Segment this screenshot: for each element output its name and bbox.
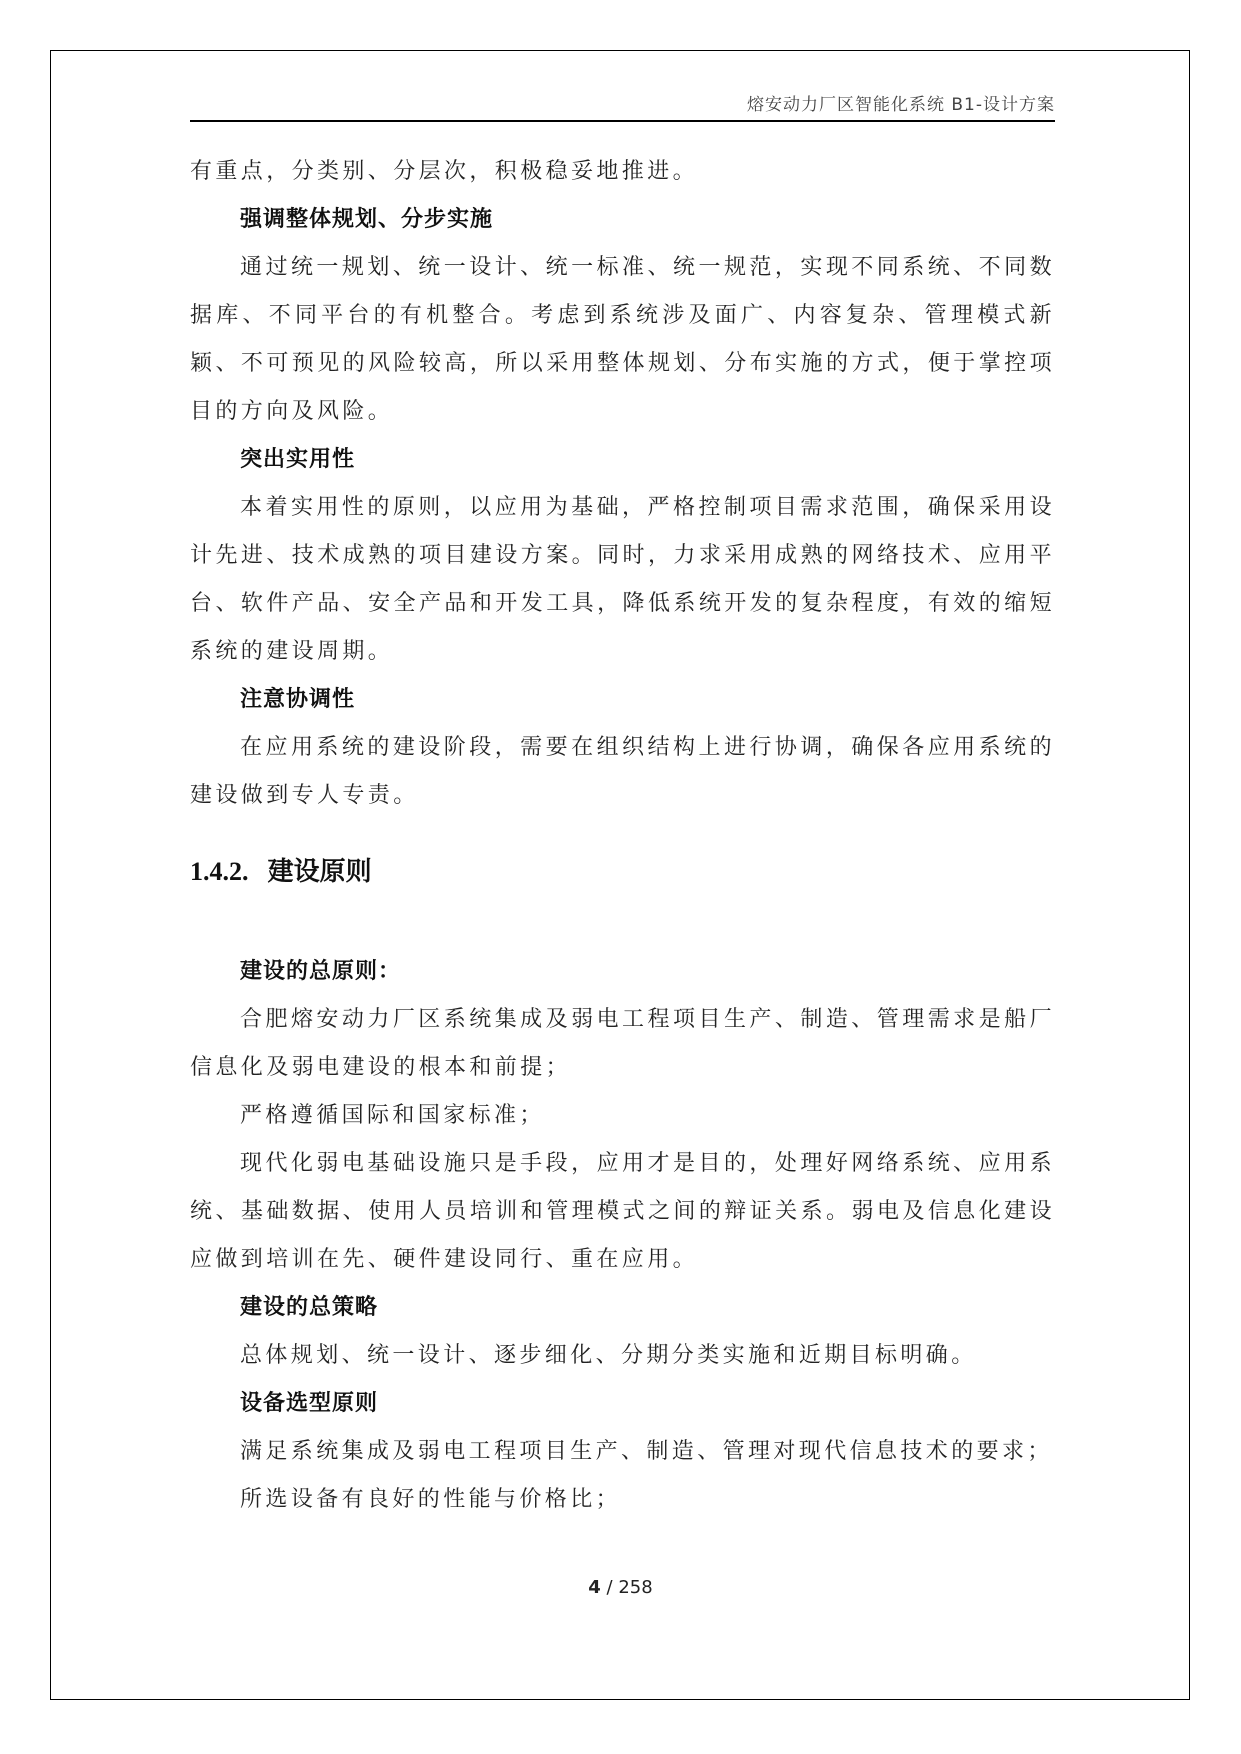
running-header [190,82,1055,122]
page-content [190,148,1055,1524]
paragraph-equipment-1: 满足系统集成及弱电工程项目生产、制造、管理对现代信息技术的要求； [240,1439,1053,1464]
paragraph-overall-planning: 通过统一规划、统一设计、统一标准、统一规范，实现不同系统、不同数据库、不同平台的有机整合。考虑到系统涉及面广、内容复杂、管理模式新颖、不可预见的风险较高，所以采用整体规划、分布实施的方式，便于掌控项目的方向及风险。 [190,255,1055,424]
paragraph-general-principle-1: 合肥熔安动力厂区系统集成及弱电工程项目生产、制造、管理需求是船厂信息化及弱电建设的根本和前提； [190,1007,1055,1080]
section-title: 建设原则 [267,857,372,887]
page-current: 4 [588,1577,601,1598]
page-total: 258 [618,1577,653,1598]
subheading-practicality: 突出实用性 [240,447,356,472]
paragraph-general-principle-3: 现代化弱电基础设施只是手段，应用才是目的，处理好网络系统、应用系统、基础数据、使用人员培训和管理模式之间的辩证关系。弱电及信息化建设应做到培训在先、硬件建设同行、重在应用。 [190,1151,1055,1272]
paragraph-general-principle-2: 严格遵循国际和国家标准； [240,1103,545,1128]
section-number: 1.4.2. [190,857,249,886]
paragraph-coordination: 在应用系统的建设阶段，需要在组织结构上进行协调，确保各应用系统的建设做到专人专责。 [190,735,1055,808]
paragraph-general-strategy: 总体规划、统一设计、逐步细化、分期分类实施和近期目标明确。 [240,1343,977,1368]
document-title: 熔安动力厂区智能化系统 B1-设计方案 [746,95,1055,115]
subheading-general-principles: 建设的总原则： [240,959,402,984]
paragraph-equipment-2: 所选设备有良好的性能与价格比； [240,1487,622,1512]
page-number [0,1577,1241,1598]
subheading-coordination: 注意协调性 [240,687,356,712]
subheading-overall-planning: 强调整体规划、分步实施 [240,207,494,232]
section-heading [190,852,1055,892]
paragraph-practicality: 本着实用性的原则，以应用为基础，严格控制项目需求范围，确保采用设计先进、技术成熟的项目建设方案。同时，力求采用成熟的网络技术、应用平台、软件产品、安全产品和开发工具，降低系统开发的复杂程度，有效的缩短系统的建设周期。 [190,495,1055,664]
subheading-general-strategy: 建设的总策略 [240,1295,379,1320]
subheading-equipment-selection: 设备选型原则 [240,1391,379,1416]
paragraph-continuation: 有重点，分类别、分层次，积极稳妥地推进。 [190,159,699,184]
page-separator: / [600,1577,619,1598]
